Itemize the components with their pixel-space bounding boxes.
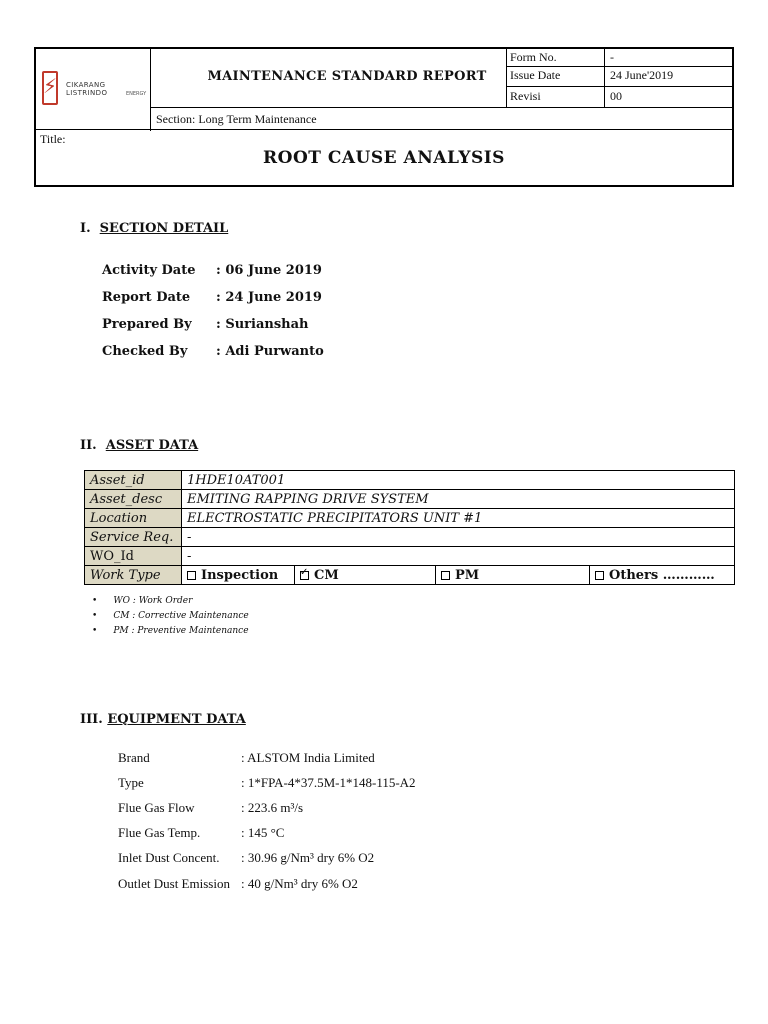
work-type-option-label: PM xyxy=(455,567,480,583)
checked-by-label: Checked By xyxy=(102,344,188,359)
flue-gas-temp-label: Flue Gas Temp. xyxy=(118,825,201,840)
logo-subtitle: ENERGY xyxy=(126,91,147,97)
checkbox-icon[interactable] xyxy=(595,571,604,580)
checked-checkbox-icon[interactable] xyxy=(300,571,309,580)
table-row xyxy=(85,509,735,528)
list-item: • WO : Work Order xyxy=(92,594,249,609)
type-value: : 1*FPA-4*37.5M-1*148-115-A2 xyxy=(241,775,416,790)
document-title: ROOT CAUSE ANALYSIS xyxy=(263,148,505,168)
report-title: MAINTENANCE STANDARD REPORT xyxy=(207,69,487,84)
table-row xyxy=(85,566,735,585)
equipment-data-heading xyxy=(80,712,246,727)
prepared-by-value: : Surianshah xyxy=(216,317,309,332)
divider xyxy=(150,49,151,131)
activity-date-value: : 06 June 2019 xyxy=(216,263,322,278)
asset-id-label: Asset_id xyxy=(85,471,182,490)
work-type-pm[interactable] xyxy=(436,566,590,585)
section-number: I. xyxy=(80,221,91,236)
section-title: SECTION DETAIL xyxy=(99,221,229,236)
company-logo xyxy=(42,71,146,111)
asset-data-heading xyxy=(80,438,198,453)
section-number: III. xyxy=(80,712,103,727)
lightning-icon: ⚡ xyxy=(43,74,58,98)
asset-desc-label: Asset_desc xyxy=(85,490,182,509)
work-type-option-label: CM xyxy=(314,567,339,583)
revisi-label: Revisi xyxy=(510,89,541,103)
list-item: • CM : Corrective Maintenance xyxy=(92,609,249,624)
prepared-by-label: Prepared By xyxy=(102,317,192,332)
table-row xyxy=(85,471,735,490)
divider xyxy=(506,66,732,67)
activity-date-label: Activity Date xyxy=(102,263,196,278)
checkbox-icon[interactable] xyxy=(187,571,196,580)
service-req-value: - xyxy=(182,528,735,547)
work-type-option-label: Inspection xyxy=(201,567,279,583)
flue-gas-temp-value: : 145 °C xyxy=(241,825,285,840)
section-title: ASSET DATA xyxy=(105,438,199,453)
asset-desc-value: EMITING RAPPING DRIVE SYSTEM xyxy=(182,490,735,509)
work-type-cm[interactable] xyxy=(295,566,436,585)
table-row xyxy=(85,490,735,509)
flue-gas-flow-label: Flue Gas Flow xyxy=(118,800,195,815)
title-label: Title: xyxy=(40,132,66,146)
logo-name: CIKARANG LISTRINDO xyxy=(66,81,108,97)
brand-value: : ALSTOM India Limited xyxy=(241,750,375,765)
outlet-dust-label: Outlet Dust Emission xyxy=(118,876,230,891)
divider xyxy=(506,86,732,87)
checked-by-value: : Adi Purwanto xyxy=(216,344,324,359)
issue-date-value: 24 June'2019 xyxy=(610,68,674,82)
report-header xyxy=(34,47,734,187)
work-type-others[interactable] xyxy=(590,566,735,585)
type-label: Type xyxy=(118,775,144,790)
table-row xyxy=(85,547,735,566)
form-no-value: - xyxy=(610,50,614,64)
outlet-dust-value: : 40 g/Nm³ dry 6% O2 xyxy=(241,876,358,891)
brand-label: Brand xyxy=(118,750,150,765)
inlet-dust-label: Inlet Dust Concent. xyxy=(118,850,220,865)
section-number: II. xyxy=(80,438,97,453)
work-type-inspection[interactable] xyxy=(182,566,295,585)
checkbox-icon[interactable] xyxy=(441,571,450,580)
list-item: • PM : Preventive Maintenance xyxy=(92,624,249,639)
divider xyxy=(36,129,732,130)
revisi-value: 00 xyxy=(610,89,622,103)
report-date-label: Report Date xyxy=(102,290,191,305)
issue-date-label: Issue Date xyxy=(510,68,561,82)
section-label: Section: Long Term Maintenance xyxy=(156,112,317,126)
report-date-value: : 24 June 2019 xyxy=(216,290,322,305)
divider xyxy=(150,107,732,108)
work-type-label: Work Type xyxy=(85,566,182,585)
form-no-label: Form No. xyxy=(510,50,557,64)
location-label: Location xyxy=(85,509,182,528)
wo-id-value: - xyxy=(182,547,735,566)
work-type-option-label: Others ………… xyxy=(609,567,715,583)
asset-table xyxy=(84,470,735,585)
service-req-label: Service Req. xyxy=(85,528,182,547)
location-value: ELECTROSTATIC PRECIPITATORS UNIT #1 xyxy=(182,509,735,528)
divider xyxy=(604,49,605,108)
section-detail-heading xyxy=(80,221,228,236)
flue-gas-flow-value: : 223.6 m³/s xyxy=(241,800,304,815)
section-title: EQUIPMENT DATA xyxy=(107,712,246,727)
inlet-dust-value: : 30.96 g/Nm³ dry 6% O2 xyxy=(241,850,375,865)
table-row xyxy=(85,528,735,547)
wo-id-label: WO_Id xyxy=(85,547,182,566)
abbreviation-notes xyxy=(92,594,249,639)
asset-id-value: 1HDE10AT001 xyxy=(182,471,735,490)
